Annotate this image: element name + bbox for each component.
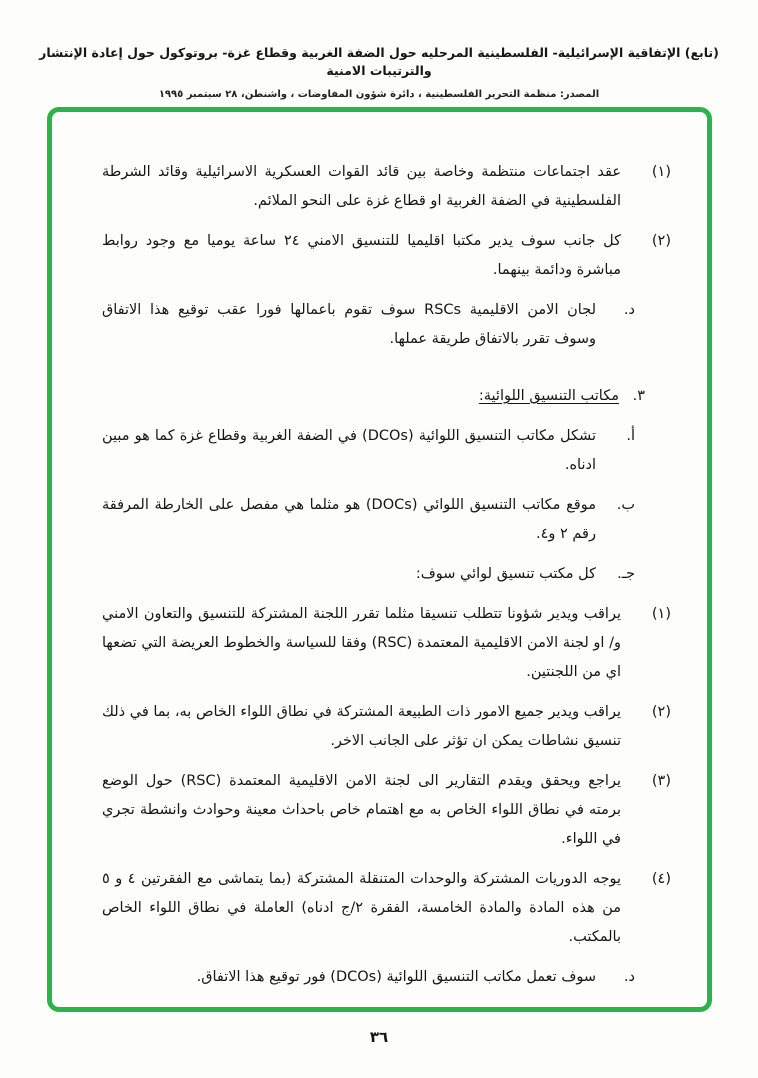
item-marker: ب. [616, 497, 635, 513]
content-body [102, 158, 691, 992]
page-header [0, 0, 758, 100]
item-text: يراجع ويحقق ويقدم التقارير الى لجنة الامن الاقليمية المعتمدة (RSC) حول الوضع برمته في نطاق اللواء الخاص به مع اهتمام خاص باحداث معينة وحوادث وانشطة تجري في اللواء. [102, 773, 621, 847]
list-item [102, 158, 691, 216]
list-item [102, 767, 691, 854]
list-item [102, 963, 691, 992]
document-title: (تابع) الإتفاقية الإسرائيلية- الفلسطينية المرحليه حول الضفة الغربية وقطاع غزة- بروتوكول حول إعادة الإنتشار والترتيبات الامنية [39, 45, 719, 78]
list-item [102, 422, 691, 480]
list-item [102, 491, 691, 549]
list-item [102, 296, 691, 354]
item-text: سوف تعمل مكاتب التنسيق اللوائية (DCOs) فور توقيع هذا الاتفاق. [196, 969, 596, 985]
item-marker: أ. [626, 428, 635, 444]
item-text: يوجه الدوريات المشتركة والوحدات المتنقلة المشتركة (بما يتماشى مع الفقرتين ٤ و ٥ من هذه المادة والمادة الخامسة، الفقرة ٢/ج ادناه) العاملة في نطاق اللواء الخاص بالمكتب. [102, 871, 621, 945]
item-text: كل جانب سوف يدير مكتبا اقليميا للتنسيق الامني ٢٤ ساعة يوميا مع وجود روابط مباشرة ودائمة بينهما. [102, 233, 621, 278]
item-text: موقع مكاتب التنسيق اللوائي (DOCs) هو مثلما هي مفصل على الخارطة المرفقة رقم ٢ و٤. [102, 497, 596, 542]
source-line: المصدر: منظمة التحرير الفلسطينية ، دائرة شؤون المفاوضات ، واشنطن، ٢٨ سبتمبر ١٩٩٥ [158, 89, 600, 100]
item-marker: (٢) [651, 233, 671, 249]
green-frame [47, 107, 712, 1012]
item-text: يراقب ويدير شؤونا تتطلب تنسيقا مثلما تقرر اللجنة المشتركة للتنسيق والتعاون الامني و/ او لجنة الامن الاقليمية المعتمدة (RSC) وفقا للسياسة والخطوط العريضة التي تضعها اي من اللجنتين. [102, 606, 621, 680]
item-marker: جـ. [617, 566, 635, 582]
page-number: ٣٦ [369, 1028, 389, 1046]
item-marker: د. [623, 302, 635, 318]
item-text: مكاتب التنسيق اللوائية: [478, 388, 619, 404]
item-marker: (١) [651, 606, 671, 622]
item-text: لجان الامن الاقليمية RSCs سوف تقوم باعمالها فورا عقب توقيع هذا الاتفاق وسوف تقرر بالاتفاق طريقة عملها. [102, 302, 596, 347]
list-item [102, 698, 691, 756]
item-text: تشكل مكاتب التنسيق اللوائية (DCOs) في الضفة الغربية وقطاع غزة كما هو مبين ادناه. [102, 428, 596, 473]
item-marker: (٢) [651, 704, 671, 720]
item-marker: (٣) [651, 773, 671, 789]
item-text: يراقب ويدير جميع الامور ذات الطبيعة المشتركة في نطاق اللواء الخاص به، بما في ذلك تنسيق نشاطات يمكن ان تؤثر على الجانب الاخر. [102, 704, 621, 749]
item-marker: (٤) [651, 871, 671, 887]
list-item [102, 382, 691, 411]
list-item [102, 600, 691, 687]
list-item [102, 560, 691, 589]
item-marker: ٣. [632, 388, 645, 404]
item-marker: د. [623, 969, 635, 985]
list-item [102, 227, 691, 285]
item-marker: (١) [651, 164, 671, 180]
item-text: عقد اجتماعات منتظمة وخاصة بين قائد القوات العسكرية الاسرائيلية وقائد الشرطة الفلسطينية في الضفة الغربية او قطاع غزة على النحو الملائم. [102, 164, 621, 209]
item-text: كل مكتب تنسيق لوائي سوف: [415, 566, 596, 582]
list-item [102, 865, 691, 952]
